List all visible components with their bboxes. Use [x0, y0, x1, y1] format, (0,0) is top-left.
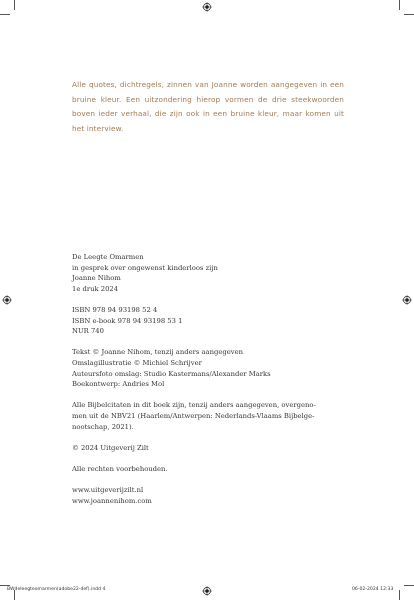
- photo-credit: Auteursfoto omslag: Studio Kastermans/Alexander Marks: [72, 369, 271, 378]
- book-subtitle: in gesprek over ongewenst kinderloos zijn: [72, 263, 218, 272]
- nur-code: NUR 740: [72, 327, 104, 336]
- registration-mark-icon: [202, 2, 212, 12]
- registration-mark-icon: [402, 295, 412, 305]
- registration-mark-icon: [202, 586, 212, 596]
- isbn-ebook: ISBN e-book 978 94 93198 53 1: [72, 316, 183, 325]
- rights-reserved: Alle rechten voorbehouden.: [72, 464, 168, 473]
- links-block: [72, 485, 352, 506]
- credits-block: [72, 347, 352, 389]
- author-link[interactable]: www.joannenihom.com: [72, 496, 152, 505]
- author-name: Joanne Nihom: [72, 274, 121, 283]
- design-credit: Boekontwerp: Andries Mol: [72, 380, 165, 389]
- book-title: De Leegte Omarmen: [72, 253, 144, 261]
- registration-mark-icon: [2, 295, 12, 305]
- isbn-block: [72, 305, 352, 337]
- bible-note-line: men uit de NBV21 (Haarlem/Antwerpen: Nederlands-Vlaams Bijbelge-: [72, 411, 315, 420]
- crop-mark: [399, 590, 400, 600]
- copyright: © 2024 Uitgeverij Zilt: [72, 443, 149, 452]
- copyright-block: [72, 443, 352, 454]
- slug-datetime: 06-02-2024 12:33: [352, 587, 394, 592]
- text-credit: Tekst © Joanne Nihom, tenzij anders aangegeven: [72, 348, 243, 357]
- colophon: [72, 252, 352, 517]
- isbn: ISBN 978 94 93198 52 4: [72, 305, 158, 314]
- title-block: [72, 252, 352, 294]
- crop-mark: [404, 14, 414, 15]
- bible-note-line: Alle Bijbelcitaten in dit boek zijn, tenzij anders aangegeven, overgeno-: [72, 401, 316, 410]
- bible-note-block: [72, 400, 352, 432]
- slug-filename: BWdeleegteomarmen(adobe22-def).indd 4: [7, 587, 106, 592]
- rights-block: [72, 464, 352, 475]
- crop-mark: [14, 0, 15, 10]
- crop-mark: [0, 14, 10, 15]
- bible-note-line: nootschap, 2021).: [72, 422, 134, 431]
- crop-mark: [399, 0, 400, 10]
- intro-note: Alle quotes, dichtregels, zinnen van Joanne worden aangegeven in een bruine kleur. Een uitzondering hierop vormen de drie steekwoorden boven ieder verhaal, die zijn ook in een bruine kleur, maar komen uit het interview.: [72, 80, 344, 133]
- crop-mark: [0, 585, 10, 586]
- crop-mark: [404, 585, 414, 586]
- illustration-credit: Omslagillustratie © Michiel Schrijver: [72, 358, 202, 367]
- edition: 1e druk 2024: [72, 284, 119, 293]
- publisher-link[interactable]: www.uitgeverijzilt.nl: [72, 486, 144, 495]
